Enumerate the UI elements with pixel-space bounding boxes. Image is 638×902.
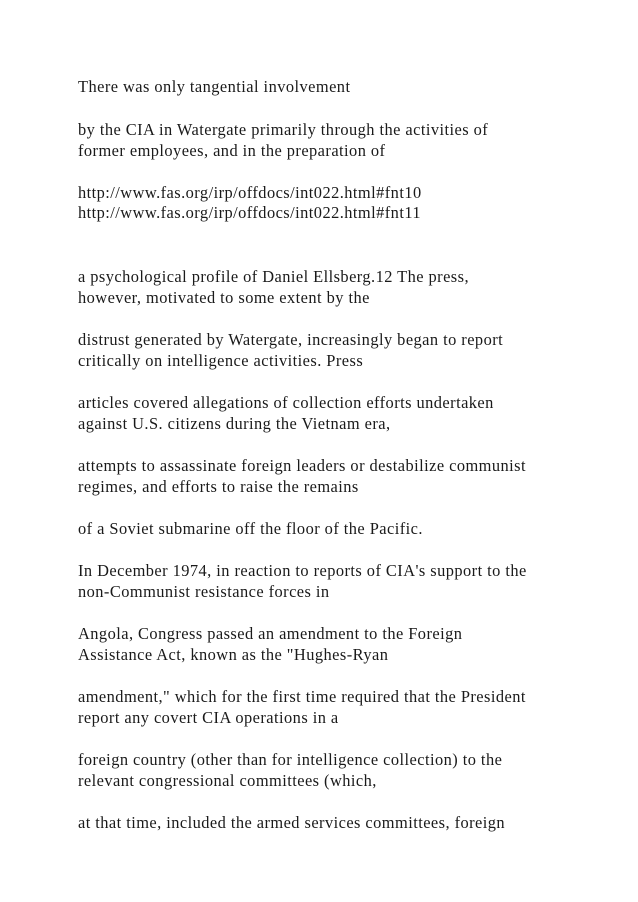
url-line[interactable]: http://www.fas.org/irp/offdocs/int022.html#fnt11 bbox=[78, 203, 422, 222]
text-line: attempts to assassinate foreign leaders or destabilize communist bbox=[78, 456, 527, 475]
text-line: articles covered allegations of collection efforts undertaken bbox=[78, 393, 494, 412]
text-line: non-Communist resistance forces in bbox=[78, 582, 330, 601]
text-line: relevant congressional committees (which, bbox=[78, 771, 377, 790]
text-line: at that time, included the armed services committees, foreign bbox=[78, 813, 506, 832]
text-line: by the CIA in Watergate primarily through the activities of bbox=[78, 120, 489, 139]
text-line: foreign country (other than for intelligence collection) to the bbox=[78, 750, 503, 769]
text-line: former employees, and in the preparation of bbox=[78, 141, 386, 160]
text-line: a psychological profile of Daniel Ellsberg.12 The press, bbox=[78, 267, 470, 286]
text-line: however, motivated to some extent by the bbox=[78, 288, 370, 307]
text-line: There was only tangential involvement bbox=[78, 77, 351, 96]
text-line: Angola, Congress passed an amendment to the Foreign bbox=[78, 624, 463, 643]
url-line[interactable]: http://www.fas.org/irp/offdocs/int022.html#fnt10 bbox=[78, 183, 422, 202]
text-line: distrust generated by Watergate, increasingly began to report bbox=[78, 330, 504, 349]
text-line: of a Soviet submarine off the floor of the Pacific. bbox=[78, 519, 423, 538]
text-line: amendment," which for the first time required that the President bbox=[78, 687, 526, 706]
text-line: critically on intelligence activities. Press bbox=[78, 351, 364, 370]
text-line: report any covert CIA operations in a bbox=[78, 708, 339, 727]
text-line: regimes, and efforts to raise the remains bbox=[78, 477, 359, 496]
text-line: Assistance Act, known as the "Hughes-Ryan bbox=[78, 645, 389, 664]
text-line: against U.S. citizens during the Vietnam era, bbox=[78, 414, 391, 433]
text-line: In December 1974, in reaction to reports of CIA's support to the bbox=[78, 561, 527, 580]
